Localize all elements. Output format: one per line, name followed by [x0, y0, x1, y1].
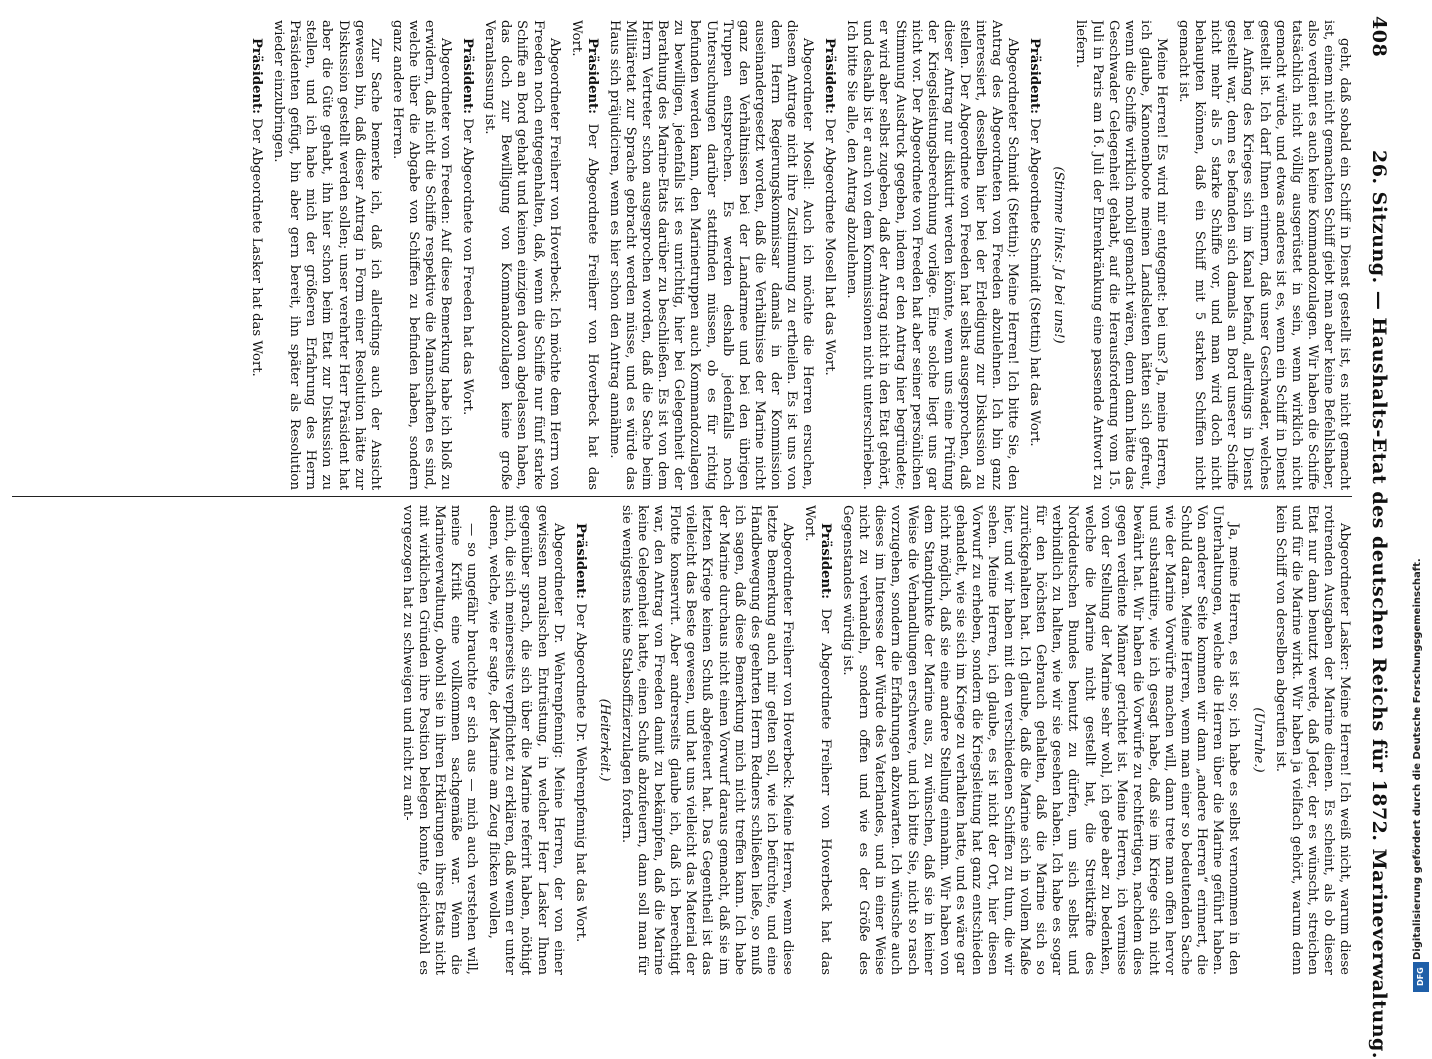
speaker-label: Präsident:: [822, 38, 838, 115]
speaker-text: Der Abgeordnete Lasker hat das Wort.: [249, 114, 265, 377]
column-divider: [12, 496, 1352, 497]
dfg-logo-icon: DFG: [1413, 962, 1429, 992]
funding-footer: Digitalisierung gefördert durch die Deutsche Forschungsgemeinschaft.: [1412, 558, 1423, 960]
speaker-paragraph: [459, 20, 475, 490]
text-paragraph: Abgeordneter Freiherr von Hoverbeck: Meine Herren, wenn diese letzte Bemerkung auch mir gelten soll, wie ich befürchte, und eine Handbewegung des geehrten Herrn Redners schließen ließe, so muß ich sagen, daß diese Bemerkung mich nicht treffen kann. Ich habe der Marine durchaus nicht einen Vorwurf daraus gemacht, daß sie im letzten Kriege keinen Schuß abgefeuert hat. Das Gegentheil ist das vielleicht das Beste gewesen, und hat uns vielleicht das Material der Flotte konservirt. Aber andrerseits glaube ich, daß ich berechtigt war, den Antrag von Freeden damit zu bekämpfen, daß die Marine keine Gelegenheit hatte, einen Schuß abzufeuern, dann soll man für sie wenigstens keine Stabsoffizierzulagen fordern.: [618, 505, 795, 975]
text-paragraph: Abgeordneter Freiherr von Hoverbeck: Ich möchte dem Herrn von Freeden noch entgegenhalten, daß, wenn die Schiffe nur fünf starke Schiffe an Bord gehabt und keinen einzigen davon abgelassen haben, das doch zur Bewilligung von Kommandozulagen keine große Veranlassung ist.: [482, 20, 562, 490]
text-paragraph: Meine Herren! Es wird mir entgegnet: bei uns? Ja, meine Herren, ich glaube, Kanonenboote meinen Landsleuten hätten sich gefreut, wenn die Schiffe wirklich mobil gemacht wären, denn dann hätte das Geschwader Gelegenheit gehabt, auf die Herausforderung vom 15. Juli in Paris am 16. Juli der Ehrenkränkung eine passende Antwort zu liefern.: [1073, 20, 1169, 490]
speaker-label: Präsident:: [584, 38, 600, 115]
speaker-label: Präsident:: [572, 523, 588, 600]
text-paragraph: Abgeordneter von Freeden: Auf diese Bemerkung habe ich bloß zu erwidern, daß nicht die Schiffe respektive die Mannschaften es sind, welche über die Abgabe von Schiffen zu befinden haben, sondern ganz andere Herren.: [389, 20, 454, 490]
text-paragraph: Abgeordneter Dr. Wehrenpfennig: Meine Herren, der von einer gewissen moralischen Entrüstung, in welcher Herr Lasker Ihnen gegenüber sprach, die sich über die Marine referirt haben, nöthigt mich, die sich meinerseits verpflichtet zu erklären, daß wenn er unter denen, welche, wie er sagte, der Marine am Zeug flicken wollen,: [486, 505, 566, 975]
speaker-label: Präsident:: [818, 523, 834, 600]
stage-note: (Stimme links: Ja bei uns!): [1051, 166, 1067, 344]
text-paragraph: Abgeordneter Lasker: Meine Herren! Ich weiß nicht, warum diese rotirenden Ausgaben der Marine dienen. Es scheint, als ob dieser Etat nur dann benutzt werde, daß Jeder, der es wünscht, streichen und für die Marine wirkt. Wir haben ja vielfach gehört, warum denn kein Schiff von derselben abgerufen ist.: [1272, 505, 1352, 975]
speaker-paragraph: [801, 505, 833, 975]
text-paragraph: Abgeordneter Schmidt (Stettin): Meine Herren! Ich bitte Sie, den Antrag des Abgeordneten von Freeden abzulehnen. Ich bin ganz interessiert, desselben hier bei der Erledigung zur Diskussion zu stellen. Der Abgeordnete von Freeden hat selbst ausgesprochen, daß dieser Antrag nur diskutirt werden könnte, wenn uns eine Prüfung der Kriegsleistungsberechnung vorläge. Eine solche liegt uns gar nicht vor. Der Abgeordnete von Freeden hat aber seiner persönlichen Stimmung Ausdruck gegeben, indem er den Antrag hier begründete; er wird aber selbst zugeben, daß der Antrag nicht in den Etat gehört, und deshalb ist er auch von dem Kommissionen nicht unterschrieben. Ich bitte Sie alle, den Antrag abzulehnen.: [844, 20, 1021, 490]
speaker-paragraph: [568, 20, 600, 490]
page-running-title: 26. Sitzung. — Haushalts-Etat des deutschen Reichs für 1872. Marineverwaltung.: [1368, 150, 1390, 1059]
stage-note: (Unruhe.): [1250, 707, 1266, 773]
text-paragraph: Abgeordneter Mosell: Auch ich möchte die Herren ersuchen, diesem Antrage nicht ihre Zustimmung zu ertheilen. Es ist uns von dem Herrn Regierungskommissar damals in der Kommission auseinandergesetzt worden, daß die Verhältnisse der Marine nicht ganz den Verhältnissen bei der Landarmee und bei den übrigen Truppen entsprechen. Es werden deshalb jedenfalls noch Untersuchungen darüber stattfinden müssen, ob es für richtig befunden werden kann, den Marinetruppen auch Kommandozulagen zu bewilligen, jedenfalls ist es unrichtig, hier bei Gelegenheit der Berathung des Marine-Etats darüber zu beschließen. Es ist von dem Herrn Vertreter schon ausgesprochen worden, daß die Sache beim Militäretat zur Sprache gebracht werden müsse, und es würde das Haus sich präjudiciren, wenn es hier schon den Antrag annähme.: [606, 20, 816, 490]
speaker-text: Der Abgeordnete Dr. Wehrenpfennig hat das Wort.: [572, 599, 588, 943]
right-text-column: [2, 505, 1352, 975]
speaker-text: Der Abgeordnete Mosell hat das Wort.: [822, 114, 838, 376]
text-paragraph: geht, daß sobald ein Schiff in Dienst gestellt ist, es nicht gemacht ist, einem nicht gemachten Schiff giebt man aber keine Befehlshaber, also verdient es auch keine Kommandozulagen. Wir haben die Schiffe tatsächlich nicht völlig ausgerüstet in sein, wenn wirklich nicht gemacht würde, und etwas anderes ist es, wenn ein Schiff in Dienst gestellt ist. Ich darf Ihnen erinnern, daß unser Geschwader, welches bei Anfang des Krieges sich im Kanal befand, allerdings in Dienst gestellt war, denn es befanden sich damals an Bord unserer Schiffe nicht mehr als 5 starke Schiffe vor, und man wird doch nicht behaupten können, daß ein Schiff mit 5 starken Schiffen nicht gemacht ist.: [1176, 20, 1352, 490]
text-paragraph: Ja, meine Herren, es ist so; ich habe es selbst vernommen in den Unterhaltungen, welche die Herren über die Marine geführt haben. Von anderer Seite kommen wir dann „andere Herren“ erinnert, die Schuld daran. Meine Herren, wenn man einer so bedeutenden Sache wie der Marine Vorwürfe machen will, dann trete man offen hervor und substantiire, wie ich gesagt habe, daß sie im Kriege sich nicht bewährt hat. Wir haben die Vorwürfe zu rechtfertigen, nachdem dies gegen verdiente Männer gerichtet ist. Meine Herren, ich vermisse von der Stellung der Marine sehr wohl, ich gebe aber zu bedenken, welche die Marine nicht gestellt hat, die Streitkräfte des Norddeutschen Bundes benutzt zu dürfen, um sich selbst und verbindlich zu halten, wie wir sie gesehen haben. Ich habe es sogar für den höchsten Gebrauch gehalten, daß die Marine sich so zurückgehalten hat. Ich glaube, daß die Marine sich in vollem Maße hier, und wir haben mit den verschiedenen Schiffen zu thun, die wir sehen. Meine Herren, ich glaube, es ist nicht der Ort, hier diesen Vorwurf zu erheben, sondern die Kriegsleitung hat ganz entschieden gehandelt, wie sie sich im Kriege zu verhalten hatte, und es wäre gar nicht möglich, daß sie eine andere Stellung einnahm. Wir haben von dem Standpunkte der Marine aus, zu wünschen, daß sie in keiner Weise die Verhandlungen erschwere, und ich bitte Sie, nicht so rasch vorzugehen, sondern die Erfahrungen abzuwarten. Ich wünsche auch dieses im Interesse der Würde des Vaterlandes, und in einer Weise nicht zu verhandeln, sondern offen und wie es der Größe des Gegenstandes würdig ist.: [840, 505, 1242, 975]
speaker-paragraph: [248, 20, 264, 490]
speaker-label: Präsident:: [460, 38, 476, 115]
speaker-text: Der Abgeordnete Freiherr von Hoverbeck hat das Wort.: [568, 20, 600, 490]
left-text-column: [2, 20, 1352, 490]
page-header: [1360, 10, 1396, 1059]
speaker-label: Präsident:: [1027, 38, 1043, 115]
text-paragraph: — so ungefähr brauchte er sich aus — mich auch verstehen will, meine Kritik eine vollkommen sachgemäße war. Wenn die Marineverwaltung, obwohl sie in ihren Erklärungen ihres Etats nicht mit wirklichen Gründen ihre Position belegen konnte, gleichwohl es vorgezogen hat zu schweigen und nicht zu ant-: [399, 505, 480, 975]
text-paragraph: Zur Sache bemerke ich, daß ich allerdings auch der Ansicht gewesen bin, daß dieser Antrag in Form einer Resolution hätte zur Diskussion gestellt werden sollen; unser verehrter Herr Präsident hat aber die Güte gehabt, ihn hier schon beim Etat zur Diskussion zu stellen, und ich habe mich der größeren Erfahrung des Herrn Präsidenten gefügt, bin aber gern bereit, ihn später als Resolution wieder einzubringen.: [271, 20, 383, 490]
speaker-label: Präsident:: [249, 38, 265, 115]
speaker-paragraph: [821, 20, 837, 490]
speaker-paragraph: [1026, 20, 1042, 490]
page-number: 408: [1368, 16, 1390, 58]
speaker-paragraph: [572, 505, 588, 975]
stage-note: (Heiterkeit.): [596, 698, 612, 782]
speaker-text: Der Abgeordnete Schmidt (Stettin) hat das Wort.: [1027, 114, 1043, 447]
speaker-text: Der Abgeordnete Freiherr von Hoverbeck hat das Wort.: [802, 505, 834, 975]
speaker-text: Der Abgeordnete von Freeden hat das Wort.: [460, 114, 476, 416]
